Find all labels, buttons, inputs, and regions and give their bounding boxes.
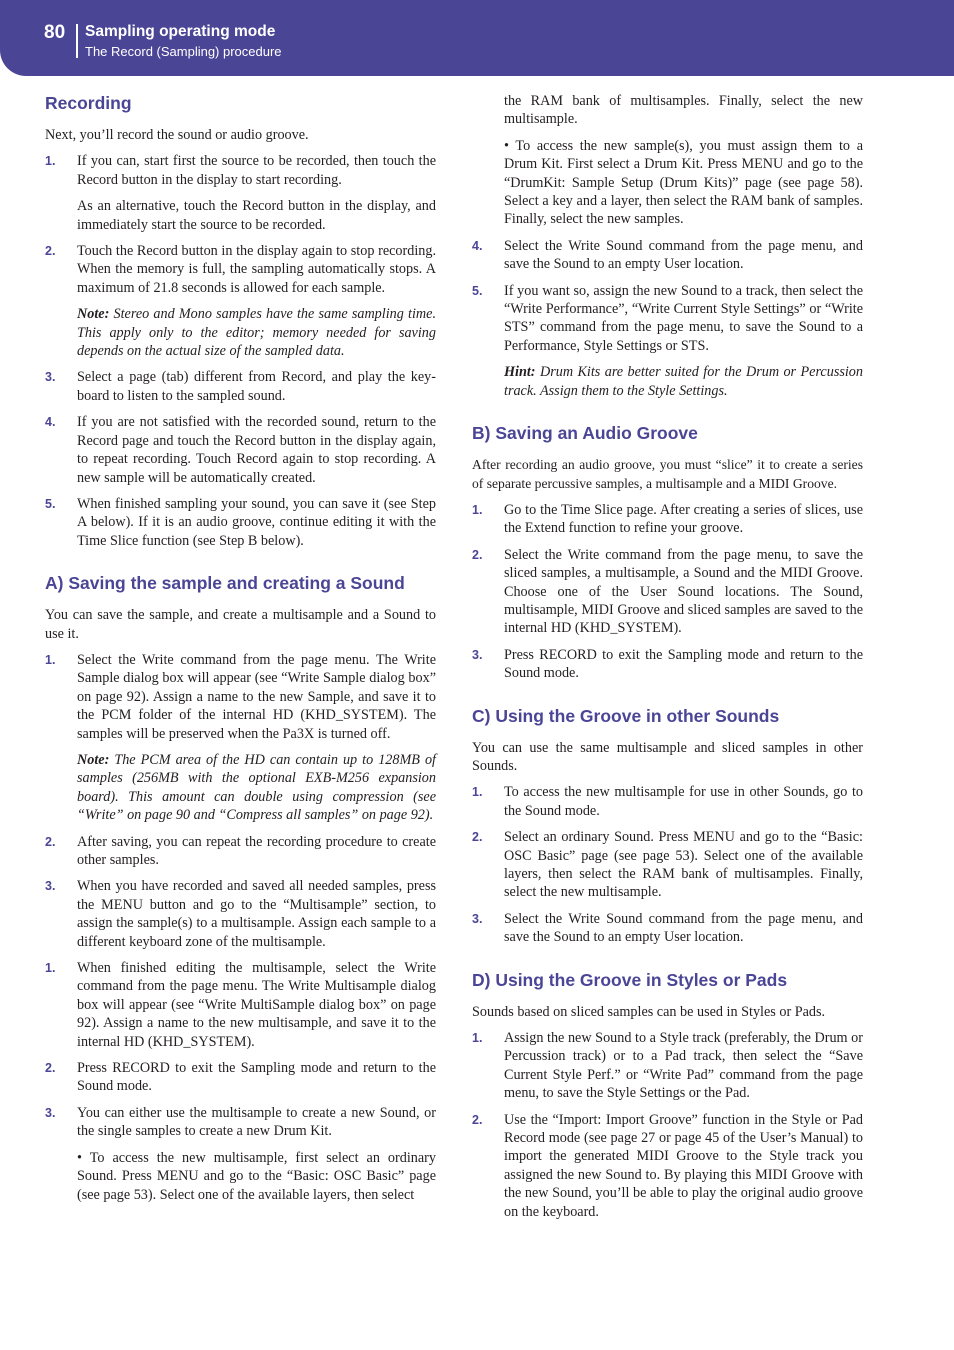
note-text: The PCM area of the HD can contain up to 128MB of samples (256MB with the optional EXB-M256 expansion board). This amount can double using compression (see “Write” on page 90 and “Compress all samples” on page 92). xyxy=(77,751,437,824)
step-number: 2. xyxy=(472,547,483,562)
page-number: 80 xyxy=(44,22,66,43)
step-text: Assign the new Sound to a Style track (preferably, the Drum or Percussion track) or to a Pad track, then select the “Save Current Style Perf.” or “Write Pad” command from the page menu, to save the Style Settings or the Pad. xyxy=(504,1030,863,1102)
header-divider xyxy=(76,24,78,58)
step-number: 1. xyxy=(472,502,483,517)
list-item xyxy=(472,828,863,902)
section-a-heading: A) Saving the sample and creating a Sound xyxy=(45,573,405,594)
section-c-intro: You can use the same multisample and sliced samples in other Sounds. xyxy=(472,739,863,774)
list-item xyxy=(45,959,436,1051)
section-d-intro: Sounds based on sliced samples can be used in Styles or Pads. xyxy=(472,1003,826,1020)
list-item xyxy=(472,546,863,638)
step-text: If you are not satisfied with the recorded sound, return to the Record page and touch the Record button in the display again, to repeat recording. Touch Record again to stop recording. A new sample will be automatically created. xyxy=(77,414,436,486)
section-a-note xyxy=(77,751,436,825)
step-text: Select the Write command from the page menu. The Write Sample dialog box will appear (see “Write Sample dialog box” on page 92). Assign a name to the new Sample, and save it to the PCM folder of the internal HD (KHD_SYSTEM). The samples will be preserved when the Pa3X is turned off. xyxy=(77,651,436,742)
step-text: When finished editing the multisample, select the Write command from the page menu. The Write Multisample dialog box will appear (see “Write MultiSample dialog box” on page 92). Assign a name to the new multisample, and save it to the internal HD (KHD_SYSTEM). xyxy=(77,960,436,1050)
list-item xyxy=(472,237,863,274)
list-item xyxy=(472,910,863,947)
note-label: Note: xyxy=(77,306,110,323)
step-text: Press RECORD to exit the Sampling mode and return to the Sound mode. xyxy=(504,646,863,682)
step-text: If you want so, assign the new Sound to a track, then select the “Write Performance”, “Write Current Style Settings” or “Write STS” command from the page menu, to save the Sound to a Performance, Style Settings or STS. xyxy=(504,282,863,354)
note-label: Note: xyxy=(77,751,110,768)
list-item xyxy=(472,646,863,683)
step-text: Touch the Record button in the display again to stop recording. When the memory is full, the sampling automatically stops. A maximum of 21.8 seconds is allowed for each sample. xyxy=(77,243,436,296)
step-number: 2. xyxy=(472,1112,483,1127)
step-number: 1. xyxy=(45,652,56,667)
list-item xyxy=(45,1059,436,1096)
step-number: 2. xyxy=(45,1061,56,1076)
section-b-intro: After recording an audio groove, you must “slice” it to create a series of separate percussive samples, a multisample and a MIDI Groove. xyxy=(472,457,863,491)
step-text: Select the Write command from the page menu, to save the sliced samples, a multisample, a Sound and the MIDI Groove. Choose one of the User Sound locations. The Sound, multisample, MIDI Groove and sliced samples are saved to the internal HD (KHD_SYSTEM). xyxy=(504,546,863,637)
note-text: Stereo and Mono samples have the same sampling time. This apply only to the editor; memory needed for saving depends on the actual size of the sampled data. xyxy=(77,306,437,360)
step-number: 1. xyxy=(45,961,56,976)
list-item xyxy=(472,1029,863,1103)
list-item xyxy=(472,282,863,356)
step-number: 3. xyxy=(45,370,56,385)
bullet-text: • To access the new sample(s), you must assign them to a Drum Kit. First select a Drum Kit. Press MENU and go to the “DrumKit: Sample Setup (Drum Kits)” page (see page 58). Select a key and a layer, then select the RAM bank of samples. Finally, select the new samples. xyxy=(504,137,863,228)
recording-heading: Recording xyxy=(45,93,132,113)
chapter-title: Sampling operating mode xyxy=(85,23,276,40)
step-text: To access the new multisample for use in other Sounds, go to the Sound mode. xyxy=(504,784,863,819)
step-text: Select the Write Sound command from the page menu, and save the Sound to an empty User location. xyxy=(504,910,863,946)
step-number: 3. xyxy=(45,1105,56,1120)
step-text: Select an ordinary Sound. Press MENU and go to the “Basic: OSC Basic” page (see page 53). Select one of the available layers, then select the RAM bank of multisamples. Finally, select the new multisample. xyxy=(504,829,863,901)
step-number: 2. xyxy=(472,830,483,845)
list-item xyxy=(45,242,436,297)
hint-label: Hint: xyxy=(504,364,536,381)
step-number: 1. xyxy=(45,154,56,169)
list-item xyxy=(45,833,436,870)
list-item xyxy=(45,152,436,189)
step-number: 5. xyxy=(472,283,483,298)
list-item xyxy=(45,877,436,951)
section-b-heading: B) Saving an Audio Groove xyxy=(472,423,698,444)
list-item xyxy=(45,1104,436,1141)
hint-note xyxy=(504,363,863,400)
step-number: 5. xyxy=(45,496,56,511)
section-c-heading: C) Using the Groove in other Sounds xyxy=(472,705,780,726)
step-number: 3. xyxy=(45,879,56,894)
step-text: When you have recorded and saved all needed samples, press the MENU button and go to the “Multisample” section, to assign the sample(s) to a multisample. Assign each sample to a different keyboard zone of the multisample. xyxy=(77,878,436,950)
section-d-heading: D) Using the Groove in Styles or Pads xyxy=(472,969,788,990)
recording-note xyxy=(77,305,436,360)
step-number: 2. xyxy=(45,244,56,259)
step-text: After saving, you can repeat the recording procedure to create other samples. xyxy=(77,833,436,868)
continued-text: the RAM bank of multisamples. Finally, select the new multisample. xyxy=(504,93,863,128)
section-a-intro: You can save the sample, and create a multisample and a Sound to use it. xyxy=(45,607,436,642)
list-item xyxy=(45,413,436,487)
list-item xyxy=(45,368,436,405)
bullet-text: • To access the new multisample, first select an ordinary Sound. Press MENU and go to the “Basic: OSC Basic” page (see page 53). Select one of the available layers, then select xyxy=(77,1149,436,1203)
list-item xyxy=(472,501,863,538)
list-item xyxy=(472,1111,863,1221)
list-item xyxy=(472,783,863,820)
step-number: 4. xyxy=(45,415,56,430)
step-text: If you can, start first the source to be recorded, then touch the Record button in the display to start recording. xyxy=(77,153,436,188)
alternative-text: As an alternative, touch the Record button in the display, and immediately start the source to be recorded. xyxy=(77,198,436,233)
step-number: 2. xyxy=(45,834,56,849)
page-header xyxy=(0,0,954,76)
step-number: 1. xyxy=(472,785,483,800)
step-number: 4. xyxy=(472,238,483,253)
right-column xyxy=(472,92,863,1229)
list-item xyxy=(45,495,436,550)
recording-intro: Next, you’ll record the sound or audio groove. xyxy=(45,127,309,143)
hint-text: Drum Kits are better suited for the Drum or Percussion track. Assign them to the Style Settings. xyxy=(504,364,863,399)
step-text: Select the Write Sound command from the page menu, and save the Sound to an empty User location. xyxy=(504,237,863,273)
step-number: 3. xyxy=(472,647,483,662)
section-subtitle: The Record (Sampling) procedure xyxy=(85,44,282,59)
step-number: 3. xyxy=(472,911,483,926)
step-text: Select a page (tab) different from Record, and play the keyboard to listen to the sampled sound. xyxy=(77,369,436,404)
step-text: Use the “Import: Import Groove” function in the Style or Pad Record mode (see page 27 or page 45 of the User’s Manual) to import the generated MIDI Groove to the Style track you assigned the new Sound to. By playing this MIDI Groove with the new Sound, you’ll be able to play the original audio groove on the keyboard. xyxy=(504,1111,863,1220)
step-text: When finished sampling your sound, you can save it (see Step A below). If it is an audio groove, continue editing it with the Time Slice function (see Step B below). xyxy=(77,495,436,549)
list-item xyxy=(45,651,436,743)
step-text: You can either use the multisample to create a new Sound, or the single samples to create a new Drum Kit. xyxy=(77,1104,436,1140)
left-column xyxy=(45,92,436,1212)
step-text: Go to the Time Slice page. After creating a series of slices, use the Extend function to refine your groove. xyxy=(504,501,863,537)
step-text: Press RECORD to exit the Sampling mode and return to the Sound mode. xyxy=(77,1060,436,1095)
step-number: 1. xyxy=(472,1031,483,1046)
